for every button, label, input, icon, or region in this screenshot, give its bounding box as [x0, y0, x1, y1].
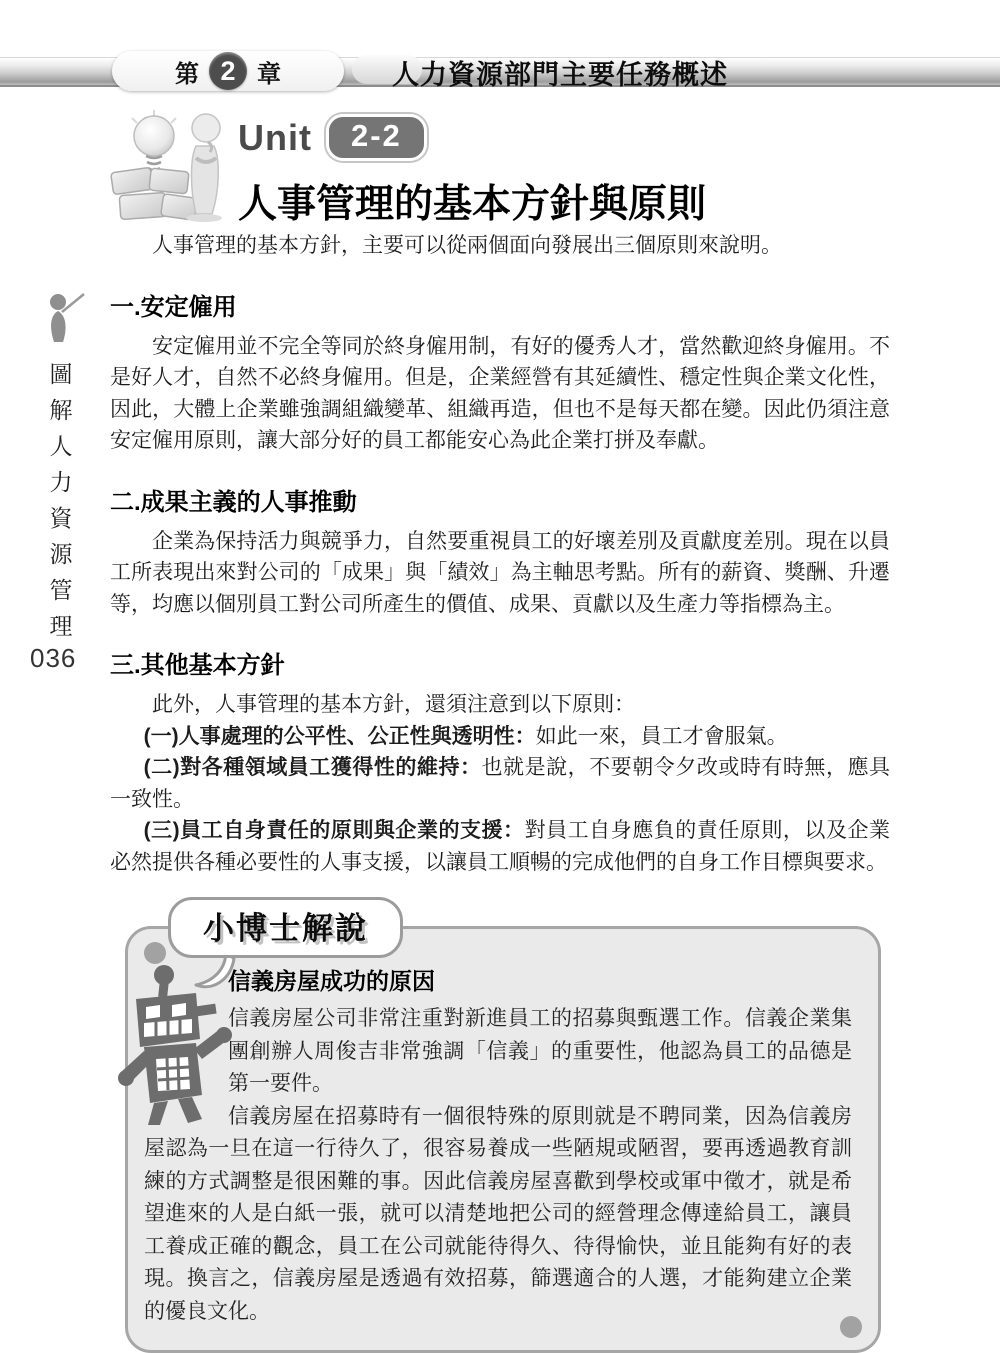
unit-line — [238, 114, 706, 161]
doctor-tip-box — [125, 911, 881, 1353]
book-title-vertical: 圖解人力資源管理 — [46, 362, 73, 650]
principle-1-label: (一)人事處理的公平性、公正性與透明性： — [143, 724, 536, 748]
intro-paragraph: 人事管理的基本方針，主要可以從兩個面向發展出三個原則來說明。 — [152, 234, 782, 257]
section-3-lead: 此外，人事管理的基本方針，還須注意到以下原則： — [152, 693, 635, 716]
section-heading-2: 二.成果主義的人事推動 — [110, 488, 357, 516]
chapter-suffix: 章 — [257, 60, 281, 88]
unit-text-block — [238, 106, 706, 229]
principle-2 — [110, 752, 890, 815]
unit-title: 人事管理的基本方針與原則 — [238, 183, 707, 226]
decorative-dot-top-left — [144, 942, 166, 964]
main-content — [110, 230, 890, 1353]
principle-3-label: (三)員工自身責任的原則與企業的支援： — [143, 819, 525, 842]
tip-box-title-bubble: 小博士解說 — [168, 897, 403, 958]
principle-3-text: 對員工自身應負的責任原則，以及企業必然提供各種必要性的人事支援，以讓員工順暢的完成他們的自身工作目標與要求。 — [110, 819, 890, 874]
unit-number-badge: 2-2 — [326, 114, 427, 161]
thinking-person-lightbulb-keyboard-icon — [110, 106, 232, 226]
principle-1 — [110, 721, 890, 753]
presenter-person-icon — [32, 290, 88, 344]
tip-paragraph-2: 信義房屋在招募時有一個很特殊的原則就是不聘同業，因為信義房屋認為一旦在這一行待久了，很容易養成一些陋規或陋習，要再透過教育訓練的方式調整是很困難的事。因此信義房屋喜歡到學校或軍中徵才，就是希望進來的人是白紙一張，就可以清楚地把公司的經營理念傳達給員工，讓員工養成正確的觀念，員工在公司就能待得久、待得愉快，並且能夠有好的表現。換言之，信義房屋是透過有效招募，篩選適合的人選，才能夠建立企業的優良文化。 — [144, 1104, 852, 1323]
section-heading-1: 一.安定僱用 — [110, 293, 237, 321]
principle-2-text: 也就是說，不要朝令夕改或時有時無，應具一致性。 — [110, 756, 890, 811]
chapter-number-badge: 2 — [209, 52, 247, 90]
principle-3 — [110, 815, 890, 878]
unit-header — [110, 106, 706, 229]
section-body-1: 安定僱用並不完全等同於終身僱用制，有好的優秀人才，當然歡迎終身僱用。不是好人才，自然不必終身僱用。但是，企業經營有其延續性、穩定性與企業文化性，因此，大體上企業雖強調組織變革、組織再造，但也不是每天都在變。因此仍須注意安定僱用原則，讓大部分好的員工都能安心為此企業打拼及奉獻。 — [110, 334, 890, 452]
principle-1-text: 如此一來，員工才會服氣。 — [535, 724, 788, 748]
tip-paragraph-1: 信義房屋公司非常注重對新進員工的招募與甄選工作。信義企業集團創辦人周俊吉非常強調「信義」的重要性，他認為員工的品德是第一要件。 — [228, 1007, 852, 1095]
unit-word: Unit — [238, 116, 312, 158]
page-number: 036 — [30, 643, 77, 673]
tip-heading: 信義房屋成功的原因 — [228, 968, 435, 994]
section-body-2: 企業為保持活力與競爭力，自然要重視員工的好壞差別及貢獻度差別。現在以員工所表現出來對公司的「成果」與「績效」為主軸思考點。所有的薪資、獎酬、升遷等，均應以個別員工對公司所產生的價值、成果、貢獻以及生產力等指標為主。 — [110, 529, 890, 616]
chapter-prefix: 第 — [175, 60, 199, 88]
principle-2-label: (二)對各種領域員工獲得性的維持： — [143, 756, 482, 779]
chapter-pill — [112, 51, 344, 91]
decorative-dot-bottom-right — [840, 1316, 862, 1338]
section-heading-3: 三.其他基本方針 — [110, 652, 285, 679]
chapter-title: 人力資源部門主要任務概述 — [392, 60, 728, 90]
sidebar — [28, 290, 92, 661]
